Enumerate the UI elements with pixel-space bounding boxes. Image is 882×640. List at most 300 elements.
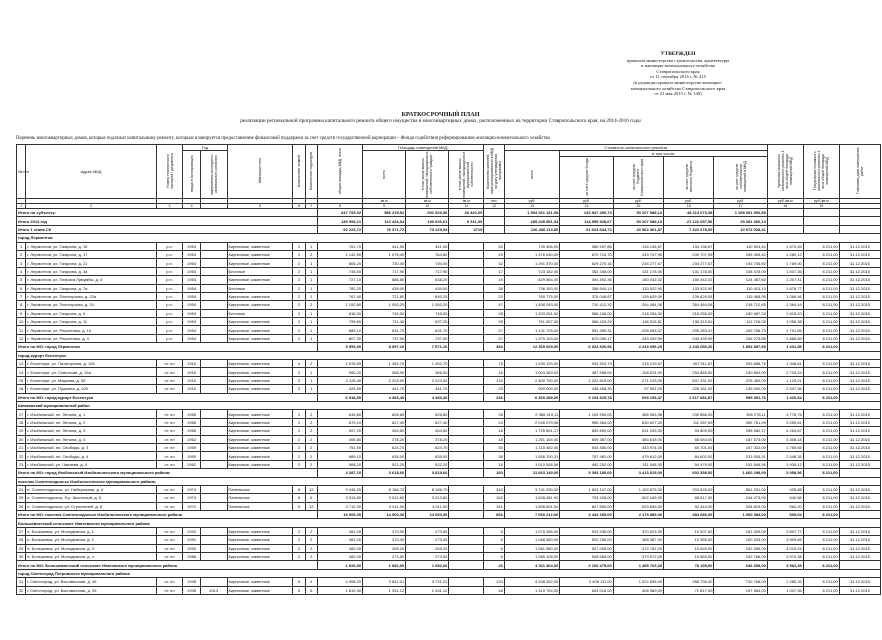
table-cell: 31.12.2015 <box>839 368 880 376</box>
table-cell: 31.12.2015 <box>839 586 880 594</box>
approval-line: от 11 сентября 2014 г. № 415 <box>650 74 706 80</box>
table-cell: 18 <box>484 435 505 443</box>
table-cell: 2 243 056,20 <box>613 343 663 351</box>
column-number-cell: 6 <box>293 204 305 209</box>
table-cell: 8 211,00 <box>803 343 839 351</box>
table-cell: 8 186,70 <box>363 485 406 493</box>
group-header-label: город Светлоград Петровского муниципального района <box>17 569 881 577</box>
table-cell: 502 165,00 <box>613 494 663 502</box>
table-cell: 4 <box>305 578 317 586</box>
table-cell: 71 817,00 <box>664 586 714 594</box>
table-cell: 52 <box>484 242 505 250</box>
address-cell: п. Солнечнодольск, ул. Набережная, д. 6 <box>26 485 156 493</box>
table-cell: 1 115 482,00 <box>504 443 559 451</box>
table-cell: 386 063,98 <box>613 410 663 418</box>
table-cell: 1 375 103,00 <box>504 334 559 342</box>
table-cell: 1991 <box>183 536 200 544</box>
table-cell: 666 <box>484 511 505 519</box>
table-cell: 112 726,05 <box>714 318 767 326</box>
table-cell: 626,80 <box>363 410 406 418</box>
address-cell: г. Лермонтов, ул. Решетника, д. 4 <box>26 334 156 342</box>
table-cell: 2 <box>293 553 305 561</box>
table-cell: 1 785,65 <box>767 443 803 451</box>
table-row <box>17 385 881 393</box>
row-number: 15 <box>17 376 26 384</box>
unit-cell: руб. <box>613 199 663 204</box>
table-cell: 438 498,30 <box>560 385 613 393</box>
table-row <box>17 410 881 418</box>
table-cell <box>200 284 227 292</box>
row-number: 29 <box>17 544 26 552</box>
table-cell: 635,00 <box>406 452 449 460</box>
table-cell: 1956 <box>183 418 200 426</box>
table-cell: ст. пл <box>156 553 183 561</box>
table-cell: 31.12.2015 <box>839 443 880 451</box>
table-cell: 441,90 <box>363 242 406 250</box>
address-cell: г. Изобильный, пл. Ленина, д. 1 <box>26 410 156 418</box>
table-cell: 108 478,00 <box>714 267 767 275</box>
table-cell: 358 644,14 <box>560 284 613 292</box>
table-cell: Блочные <box>227 309 293 317</box>
table-cell: 2 <box>293 334 305 342</box>
table-cell: Панельные <box>227 485 293 493</box>
table-cell: ст. пл <box>156 385 183 393</box>
address-cell: г. Лермонтов, ул. Гагарина, д. 17 <box>26 250 156 258</box>
unit-cell: руб./кв.м <box>803 199 839 204</box>
table-cell: 8 211,00 <box>803 276 839 284</box>
table-cell: 19 620,00 <box>664 544 714 552</box>
table-cell: 1 458 093,00 <box>504 301 559 309</box>
table-cell <box>200 443 227 451</box>
address-cell: п. Большевик, ул. Молодежная, д. 4 <box>26 553 156 561</box>
table-cell: 769 775,00 <box>504 292 559 300</box>
address-cell: г. Лермонтов, ул. Решетника, д. 10 <box>26 326 156 334</box>
table-cell: 31.12.2015 <box>839 242 880 250</box>
table-cell: 527 095,00 <box>560 544 613 552</box>
table-cell: р.п. <box>156 292 183 300</box>
group-header-label: город Лермонтов <box>17 234 881 242</box>
table-cell: 375 048,87 <box>560 292 613 300</box>
table-cell: 18 <box>484 427 505 435</box>
table-cell: р.п. <box>156 242 183 250</box>
table-cell: 627,40 <box>406 418 449 426</box>
approval-line: Ставропольского края <box>656 68 700 74</box>
table-cell: 8 186,70 <box>406 485 449 493</box>
table-cell: 31.12.2015 <box>839 301 880 309</box>
address-cell: п. Солнечнодольск, ул. Строителей, д. 8 <box>26 502 156 510</box>
table-cell: 76 371,72 <box>363 225 406 233</box>
subtotal-label: Итого по МО: город-курорт Ессентуки <box>17 393 318 401</box>
address-cell: г. Ессентуки, ул. Пятигорская, д. 128 <box>26 360 156 368</box>
table-cell: 3 <box>293 385 305 393</box>
table-cell: 1 866,69 <box>767 334 803 342</box>
table-cell: 3 012,60 <box>406 494 449 502</box>
table-cell: Блочные <box>227 284 293 292</box>
table-cell: 2 368 319,11 <box>504 410 559 418</box>
column-number-cell: 10 <box>406 204 449 209</box>
table-cell: 1 <box>305 326 317 334</box>
table-cell: 2 <box>305 527 317 535</box>
address-cell: г. Изобильный, пл. Ленина, д. 3 <box>26 427 156 435</box>
table-cell: р.п. <box>156 276 183 284</box>
table-cell: 643 018,00 <box>560 586 613 594</box>
table-cell: 48 114 073,38 <box>664 209 714 217</box>
table-cell: р.п. <box>156 259 183 267</box>
table-cell <box>449 301 484 309</box>
address-cell: г. Ессентуки, ул. Советская, д. 15а <box>26 368 156 376</box>
table-cell <box>200 452 227 460</box>
table-cell: 187 673,00 <box>714 435 767 443</box>
table-cell: 1954 <box>183 334 200 342</box>
col-header-area-mun: в том числе жилых помещений, находящихся в муниципальной собственности <box>449 151 484 199</box>
table-cell: 17 <box>484 267 505 275</box>
table-cell: 8 211,00 <box>803 553 839 561</box>
table-cell: 31.12.2015 <box>839 527 880 535</box>
table-cell: Кирпичные, каменные <box>227 250 293 258</box>
column-number-cell: 1 <box>17 204 26 209</box>
table-cell: 7 322 078,00 <box>664 225 714 233</box>
table-cell: 1956 <box>183 427 200 435</box>
table-cell: 1 <box>305 309 317 317</box>
table-cell: 273,90 <box>363 527 406 535</box>
unit-cell: кв.м <box>449 199 484 204</box>
table-cell: Панельные <box>227 502 293 510</box>
table-cell <box>839 393 880 401</box>
column-number-cell: 2 <box>26 204 156 209</box>
table-cell: 206 495,40 <box>714 250 767 258</box>
table-cell: 1 142,90 <box>317 250 362 258</box>
table-cell: 689,10 <box>317 326 362 334</box>
table-cell: 497 511,87 <box>664 360 714 368</box>
table-cell: 5 <box>293 502 305 510</box>
table-cell: 531 529,96 <box>406 209 449 217</box>
table-cell: 269,20 <box>363 544 406 552</box>
table-cell: 4 483,40 <box>406 393 449 401</box>
table-cell <box>449 586 484 594</box>
table-cell: 1992 <box>183 527 200 535</box>
table-cell: 1 <box>305 334 317 342</box>
subtotal-label: Итого по МО: город Лермонтов <box>17 343 318 351</box>
table-cell: 38 <box>484 452 505 460</box>
col-header-area-all: всего <box>363 151 406 199</box>
table-cell: 133 522,90 <box>664 284 714 292</box>
table-cell: 745,00 <box>363 309 406 317</box>
table-cell <box>767 209 803 217</box>
table-cell: 482,00 <box>317 553 362 561</box>
table-cell: 8 211,00 <box>803 368 839 376</box>
table-cell: 2 <box>293 250 305 258</box>
row-number: 16 <box>17 385 26 393</box>
group-header-label: Шпаковский муниципальный район <box>17 401 881 409</box>
table-cell <box>200 376 227 384</box>
group-header-row <box>17 569 881 577</box>
table-cell: 1 <box>305 267 317 275</box>
subtotal-row <box>17 343 881 351</box>
address-cell: г. Лермонтов, ул. Пятигорская, д. 22а <box>26 292 156 300</box>
address-cell: г. Лермонтов, ул. Гагарина, д. 21 <box>26 259 156 267</box>
table-cell: 2 <box>305 410 317 418</box>
table-cell: ст. пл <box>156 586 183 594</box>
table-cell: 482,00 <box>317 544 362 552</box>
table-cell <box>200 326 227 334</box>
table-cell: 372 781,00 <box>613 544 663 552</box>
table-cell: 8 211,00 <box>803 578 839 586</box>
table-cell <box>484 217 505 225</box>
table-cell: 1954 <box>183 301 200 309</box>
table-cell: 4 311 404,00 <box>504 561 559 569</box>
address-cell: г. Лермонтов, ул. Гагарина, д. 9 <box>26 309 156 317</box>
table-row <box>17 376 881 384</box>
table-cell: 205 283,47 <box>664 326 714 334</box>
row-number: 14 <box>17 368 26 376</box>
column-number-cell: 14 <box>560 204 613 209</box>
row-number: 7 <box>17 292 26 300</box>
table-cell: 745,50 <box>317 267 362 275</box>
table-cell: 1 010 526,56 <box>504 460 559 468</box>
table-cell: 206 273,85 <box>714 334 767 342</box>
table-cell: 31.12.2015 <box>839 385 880 393</box>
column-number-cell: 4 <box>183 204 200 209</box>
table-cell: 126 480 113,80 <box>504 225 559 233</box>
col-header-specific: Удельная стоимость капитального ремонта 1 кв.м общей площади помещений МКД <box>767 145 803 199</box>
table-cell: 249 707,95 <box>613 250 663 258</box>
table-cell: 711,40 <box>363 318 406 326</box>
table-cell: р.п. <box>156 318 183 326</box>
table-cell: 2 <box>293 242 305 250</box>
table-cell: 1954 <box>183 318 200 326</box>
table-cell: 8 211,00 <box>803 435 839 443</box>
table-cell: 523 935,00 <box>560 527 613 535</box>
table-cell: 522,20 <box>406 460 449 468</box>
table-cell: 249 439,99 <box>613 334 663 342</box>
table-cell: 234 277,67 <box>664 259 714 267</box>
table-cell: 1 331,12 <box>406 586 449 594</box>
table-cell: 54 979,00 <box>664 460 714 468</box>
table-cell: Кирпичные, каменные <box>227 259 293 267</box>
address-cell: г. Лермонтов, ул. Патриса Лумумбы, д. 4 <box>26 276 156 284</box>
table-cell: 161 309,00 <box>714 527 767 535</box>
table-cell: 2 <box>293 410 305 418</box>
table-cell: 1 131 725,00 <box>504 326 559 334</box>
table-cell: Кирпичные, каменные <box>227 326 293 334</box>
table-cell: ст. пл <box>156 368 183 376</box>
row-number: 24 <box>17 485 26 493</box>
table-cell <box>449 360 484 368</box>
table-cell: 6 <box>305 586 317 594</box>
table-cell: 6 518,00 <box>317 393 362 401</box>
table-cell: 31.12.2015 <box>839 494 880 502</box>
table-cell: 1992 <box>183 544 200 552</box>
table-cell: 637,20 <box>406 318 449 326</box>
table-cell: 1916 <box>183 376 200 384</box>
table-cell: 1916 <box>183 360 200 368</box>
table-cell: 23 <box>484 292 505 300</box>
table-cell: 624,70 <box>363 443 406 451</box>
table-cell: 1 556 700,31 <box>504 452 559 460</box>
column-number-cell: 9 <box>363 204 406 209</box>
table-cell <box>200 485 227 493</box>
table-cell: 19 507,00 <box>664 527 714 535</box>
table-cell: Панельные <box>227 494 293 502</box>
table-cell <box>449 553 484 561</box>
table-cell: 793 428,00 <box>560 494 613 502</box>
group-header-label: Большевистский сельсовет Ипатовского муниципального района <box>17 519 881 527</box>
table-cell: 2 <box>293 460 305 468</box>
table-cell: 640,25 <box>406 292 449 300</box>
table-cell: 761,70 <box>317 242 362 250</box>
table-cell: 47 <box>484 301 505 309</box>
table-cell: 1 819,30 <box>317 586 362 594</box>
table-row <box>17 443 881 451</box>
row-number: 21 <box>17 443 26 451</box>
table-row <box>17 292 881 300</box>
table-cell: 1 152,80 <box>317 301 362 309</box>
table-cell: 1 348,61 <box>767 360 803 368</box>
table-cell <box>449 309 484 317</box>
table-cell: 92 444,00 <box>664 502 714 510</box>
table-cell: 1 319 754,00 <box>504 586 559 594</box>
table-cell: 531 203,00 <box>613 427 663 435</box>
table-cell: 139 629,09 <box>613 292 663 300</box>
table-cell: 9 445,20 <box>317 485 362 493</box>
table-cell: 8 211,00 <box>803 410 839 418</box>
table-cell <box>449 318 484 326</box>
table-cell: 368 387,00 <box>613 536 663 544</box>
table-cell: 131 178,00 <box>664 267 714 275</box>
table-cell: 2 045 079,98 <box>504 418 559 426</box>
col-header-local: за счет средств местного бюджета <box>664 157 714 199</box>
table-cell: 1 199 091 900,85 <box>714 209 767 217</box>
address-cell: г. Изобильный, пл. Свободы, д. 4 <box>26 452 156 460</box>
table-cell: 8 211,00 <box>803 502 839 510</box>
table-row <box>17 301 881 309</box>
table-cell: 8 211,00 <box>803 443 839 451</box>
table-cell: 551 399,31 <box>560 326 613 334</box>
table-cell: 60 701,00 <box>664 443 714 451</box>
table-cell: 311 548,00 <box>613 460 663 468</box>
table-cell: 630 627,00 <box>613 418 663 426</box>
table-cell: 249 707,95 <box>664 250 714 258</box>
table-cell: Кирпичные, каменные <box>227 368 293 376</box>
table-cell: 4 287,10 <box>317 469 362 477</box>
table-cell: 1 384,44 <box>767 301 803 309</box>
table-cell: 2 448,35 <box>767 452 803 460</box>
table-cell: 8 211,00 <box>803 485 839 493</box>
address-cell: г. Изобильный, ул. Чапаева, д. 4 <box>26 460 156 468</box>
table-cell: 31.12.2015 <box>839 502 880 510</box>
table-cell: 8 211,00 <box>803 250 839 258</box>
table-cell: 384 686,00 <box>664 511 714 519</box>
table-row <box>17 284 881 292</box>
table-cell <box>449 242 484 250</box>
table-cell: 1 <box>305 376 317 384</box>
table-cell: 31.12.2015 <box>839 250 880 258</box>
table-cell: 8 211,00 <box>803 284 839 292</box>
col-header-date: Плановая дата завершения работ <box>839 145 880 199</box>
table-cell: 31.12.2015 <box>839 326 880 334</box>
table-cell: 3 011,00 <box>406 502 449 510</box>
table-cell: 737,00 <box>363 334 406 342</box>
table-cell: 2 <box>293 536 305 544</box>
table-cell: 139 629,09 <box>664 292 714 300</box>
table-cell: 1 056,38 <box>767 318 803 326</box>
table-cell: 2 <box>305 250 317 258</box>
table-cell: 1 <box>305 292 317 300</box>
row-number: 26 <box>17 502 26 510</box>
table-cell: 1 280,12 <box>767 250 803 258</box>
table-cell: 1 673,45 <box>767 242 803 250</box>
table-cell: 645,80 <box>317 410 362 418</box>
table-cell: 162 766,00 <box>714 553 767 561</box>
table-cell: 8 211,00 <box>803 494 839 502</box>
table-cell <box>449 343 484 351</box>
column-number-cell: 13 <box>504 204 559 209</box>
table-cell: ст. пл <box>156 443 183 451</box>
table-cell: 31.12.2015 <box>839 318 880 326</box>
table-cell: 169 758,75 <box>714 326 767 334</box>
table-cell: 405,80 <box>317 435 362 443</box>
table-cell: р.п. <box>156 301 183 309</box>
table-cell: 25 281 260,14 <box>714 217 767 225</box>
table-cell: 88 617,00 <box>664 494 714 502</box>
table-row <box>17 259 881 267</box>
table-cell <box>767 225 803 233</box>
total-label: Итого 1 этапа СК <box>17 225 318 233</box>
table-cell <box>449 427 484 435</box>
plan-title: КРАТКОСРОЧНЫЙ ПЛАН <box>401 111 480 118</box>
table-cell: 150 442,02 <box>613 276 663 284</box>
table-cell: 2 <box>293 443 305 451</box>
subtotal-label: Итого по МО: город Изобильный Изобильненского муниципального района: <box>17 469 318 477</box>
table-cell: 717,90 <box>406 267 449 275</box>
col-header-no: № п/п <box>17 145 26 199</box>
table-cell: 49 <box>484 250 505 258</box>
table-cell: 721,80 <box>363 292 406 300</box>
table-cell: 1974 <box>183 494 200 502</box>
address-cell: г. Светлоград, ул. Выставочная, д. 26 <box>26 586 156 594</box>
plan-subtitle: реализации региональной программы капитального ремонта общего имущества в многоквартирных домах, расположенных на территории Ставропольского края, на 2014-2016 годы <box>240 118 641 125</box>
table-cell: 2 <box>293 326 305 334</box>
column-number-cell: 11 <box>449 204 484 209</box>
table-cell <box>449 527 484 535</box>
table-cell: 624,70 <box>406 443 449 451</box>
table-cell: 631,70 <box>363 326 406 334</box>
table-cell: 133 <box>484 578 505 586</box>
table-cell: р.п. <box>156 284 183 292</box>
table-cell: 1 207,41 <box>767 276 803 284</box>
table-cell: 1 698 801,00 <box>504 502 559 510</box>
table-cell: 8 211,00 <box>803 292 839 300</box>
table-cell: 8 <box>484 527 505 535</box>
total-row <box>17 225 881 233</box>
table-cell: 1 <box>305 242 317 250</box>
table-row <box>17 485 881 493</box>
table-cell: ст. пл <box>156 536 183 544</box>
col-header-area-group: Площадь помещений МКД: <box>363 145 484 151</box>
table-cell: 454,50 <box>363 427 406 435</box>
table-cell: 167 332,00 <box>714 443 767 451</box>
row-number: 2 <box>17 250 26 258</box>
table-cell: Кирпичные, каменные <box>227 544 293 552</box>
table-cell: 19 389,00 <box>664 536 714 544</box>
table-cell: 568,20 <box>317 460 362 468</box>
table-cell: 2 733,24 <box>767 368 803 376</box>
table-cell <box>200 276 227 284</box>
address-cell: г. Изобильный, пл. Свободы, д. 3 <box>26 443 156 451</box>
table-cell <box>200 301 227 309</box>
table-cell: 273,40 <box>406 536 449 544</box>
table-cell: 1 978,90 <box>317 360 362 368</box>
